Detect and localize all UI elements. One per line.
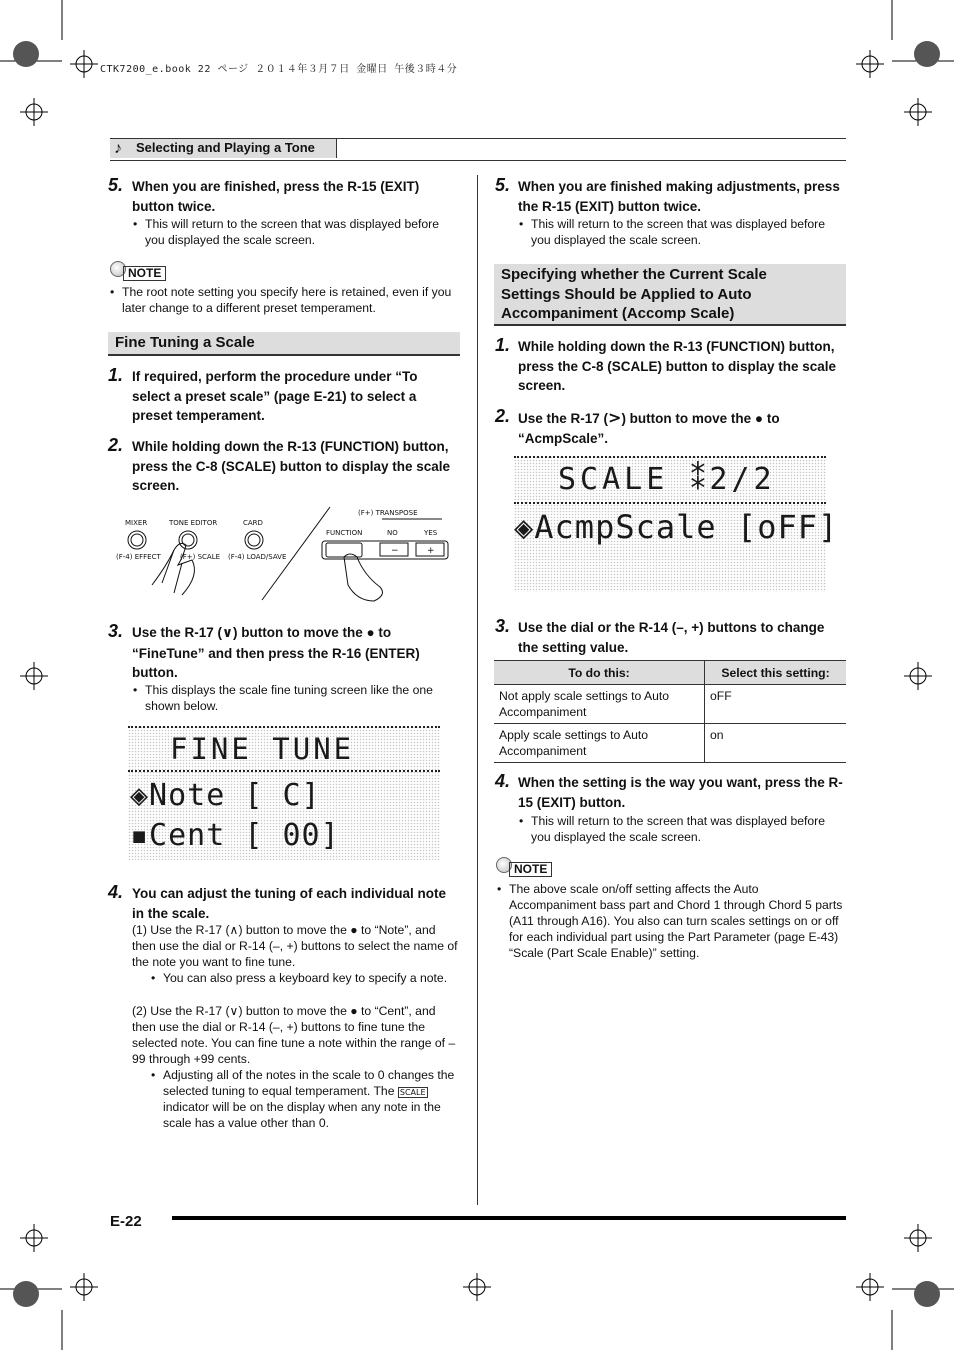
note-label: NOTE [123, 266, 166, 281]
card-label: CARD [243, 519, 263, 527]
right-arrow-icon: > [608, 408, 622, 427]
step-number: 4. [108, 882, 124, 902]
step-text: While holding down the R-13 (FUNCTION) button, press the C-8 (SCALE) button to display the scale screen. [518, 339, 837, 393]
lcd-line-2: ◈Note [ C] [130, 778, 321, 813]
table-header-cell: To do this: [494, 661, 705, 685]
table-cell: on [705, 724, 847, 763]
step-number: 1. [495, 335, 511, 355]
step-text: Use the R-17 (∨) button to move the ● to “FineTune” and then press the R-16 (ENTER) button. [132, 625, 420, 680]
effect-label: (F-4) EFFECT [116, 553, 161, 561]
lcd-line-3: ▪Cent [ 00] [130, 818, 340, 853]
sub-step-1: (1) Use the R-17 (∧) button to move the ● to “Note”, and then use the dial or R-14 (–, +) buttons to select the name of the note you want to fine tune. [132, 923, 458, 969]
lcd-line-1: SCALE ⁑2/2 [558, 462, 776, 497]
scale-label: (F+) SCALE [180, 553, 221, 561]
yes-label: YES [424, 529, 438, 537]
note-text: • The root note setting you specify here is retained, even if you later change to a different preset temperament. [122, 284, 460, 316]
plus-button-label: + [427, 546, 435, 556]
step-text: When you are finished making adjustments, press the R-15 (EXIT) button twice. [518, 179, 840, 214]
step-number: 1. [108, 365, 124, 385]
step-number: 4. [495, 771, 511, 791]
step-number: 3. [108, 621, 124, 641]
step-text: You can adjust the tuning of each individual note in the scale. [132, 886, 447, 921]
bullet-text: • This displays the scale fine tuning screen like the one shown below. [145, 682, 460, 714]
bullet-text: • This will return to the screen that was displayed before you displayed the scale screen. [531, 813, 846, 845]
step-text: If required, perform the procedure under “To select a preset scale” (page E-21) to select a preset temperament. [132, 369, 418, 423]
function-label: FUNCTION [326, 529, 363, 537]
page-title: Selecting and Playing a Tone [136, 140, 315, 155]
step-number: 5. [495, 175, 511, 195]
lcd-fine-tune-screen [128, 726, 440, 860]
step-text: While holding down the R-13 (FUNCTION) button, press the C-8 (SCALE) button to display the scale screen. [132, 439, 451, 493]
page-number: E-22 [110, 1213, 142, 1230]
table-cell: Apply scale settings to Auto Accompaniment [494, 724, 705, 763]
table-cell: oFF [705, 685, 847, 724]
bullet-text: • This will return to the screen that was displayed before you displayed the scale screen. [145, 216, 460, 248]
mixer-label: MIXER [125, 519, 148, 527]
step-number: 5. [108, 175, 124, 195]
load-save-label: (F-4) LOAD/SAVE [228, 553, 287, 561]
step-number: 2. [108, 435, 124, 455]
bullet-text: • This will return to the screen that was displayed before you displayed the scale screen. [531, 216, 846, 248]
table-header-cell: Select this setting: [705, 661, 847, 685]
footer-rule [172, 1216, 846, 1220]
step-text: Use the dial or the R-14 (–, +) buttons to change the setting value. [518, 620, 825, 655]
table-row [494, 724, 846, 763]
panel-illustration [112, 505, 452, 605]
note-text: • The above scale on/off setting affects the Auto Accompaniment bass part and Chord 1 through Chord 5 parts (A11 through A16). You also can turn scales settings on or off for each individual part using the Part Parameter (page E-43) “Scale (Part Scale Enable)” setting. [509, 881, 847, 961]
settings-table [494, 660, 846, 763]
table-header-row [494, 661, 846, 685]
lcd-line-2: ◈AcmpScale [oFF] [514, 508, 839, 546]
lcd-accomp-scale-screen [514, 456, 839, 592]
table-cell: Not apply scale settings to Auto Accompaniment [494, 685, 705, 724]
section-heading: Specifying whether the Current Scale Settings Should be Applied to Auto Accompaniment (Accomp Scale) [494, 264, 846, 326]
music-note-icon: ♪ [114, 140, 122, 157]
minus-button-label: − [391, 546, 399, 556]
section-heading: Fine Tuning a Scale [108, 332, 460, 356]
step-number: 3. [495, 616, 511, 636]
table-row [494, 685, 846, 724]
transpose-label: (F+) TRANSPOSE [358, 509, 418, 517]
column-divider [477, 175, 478, 1205]
bullet-text: • Adjusting all of the notes in the scale to 0 changes the selected tuning to equal temperament. The SCALE indicator will be on the display when any note in the scale has a value other than 0. [163, 1067, 458, 1131]
scale-indicator: SCALE [399, 1088, 426, 1097]
step-text: Use the R-17 (>) button to move the ● to “AcmpScale”. [518, 408, 780, 446]
tone-editor-label: TONE EDITOR [169, 519, 218, 527]
bullet-text: • You can also press a keyboard key to specify a note. [163, 970, 453, 986]
step-text: When the setting is the way you want, press the R-15 (EXIT) button. [518, 775, 843, 810]
step-text: When you are finished, press the R-15 (EXIT) button twice. [132, 179, 420, 214]
sub-step-2: (2) Use the R-17 (∨) button to move the ● to “Cent”, and then use the dial or R-14 (–, +) buttons to fine tune the selected note. You can fine tune a note within the range of –99 through +99 cents. [132, 1004, 456, 1066]
step-number: 2. [495, 406, 511, 426]
no-label: NO [387, 529, 398, 537]
down-arrow-icon: ∨ [222, 625, 233, 641]
note-label: NOTE [509, 862, 552, 877]
print-info: CTK7200_e.book 22 ページ ２０１４年３月７日 金曜日 午後３時４分 [100, 64, 458, 75]
lcd-line-1: FINE TUNE [170, 732, 355, 766]
